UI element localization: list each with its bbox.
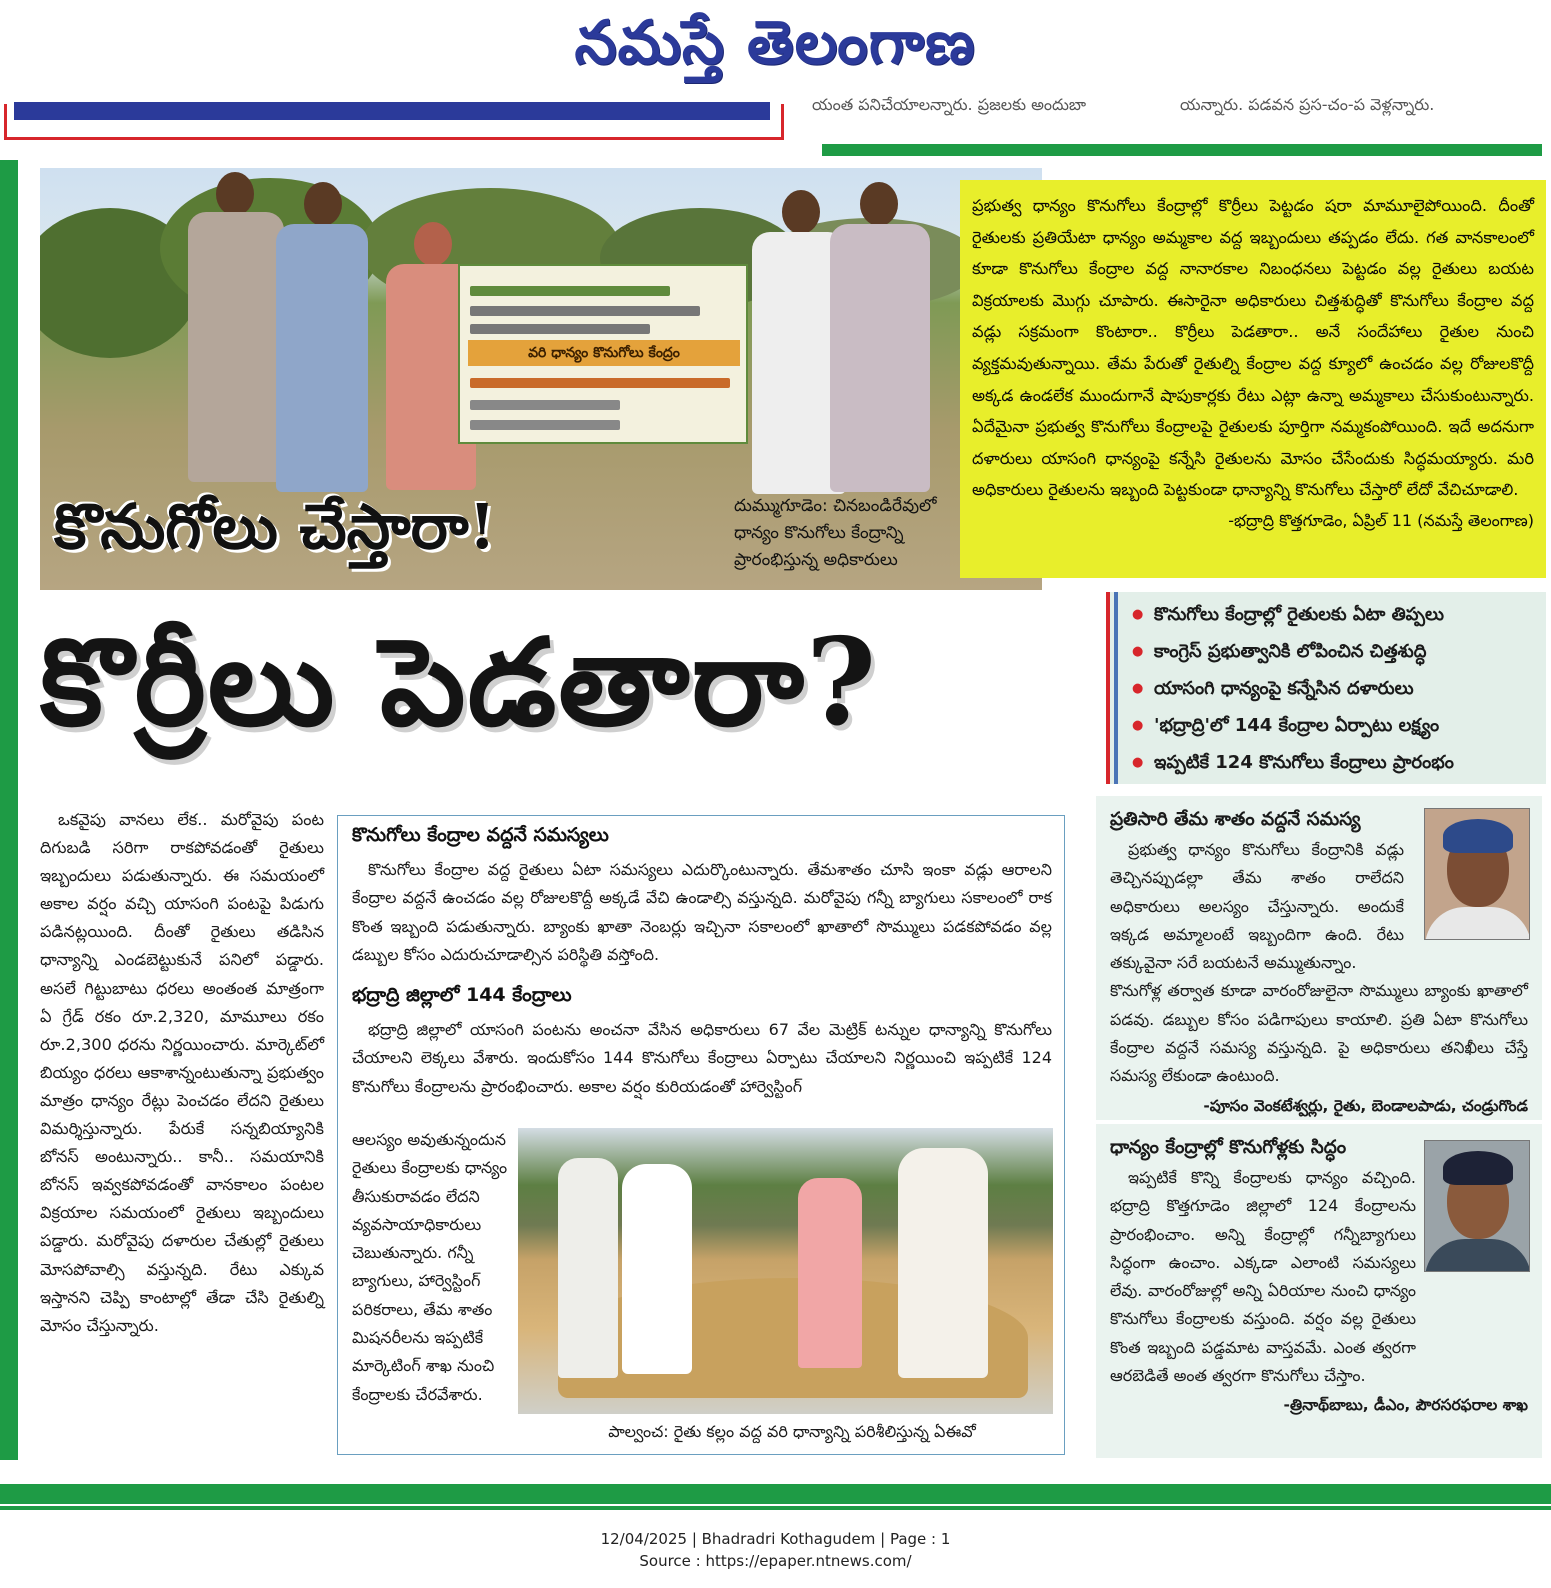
dateline: -భద్రాద్రి కొత్తగూడెం, ఏప్రిల్ 11 (నమస్తే తెలంగాణ)	[1228, 510, 1534, 530]
green-rule-left	[0, 160, 18, 1460]
newspaper-logo: నమస్తే తెలంగాణ	[574, 8, 976, 78]
highlight-item: ● యాసంగి ధాన్యంపై కన్నేసిన దళారులు	[1132, 670, 1536, 707]
official-quote-text: ఇప్పటికే కొన్ని కేంద్రాలకు ధాన్యం వచ్చింది. భద్రాద్రి కొత్తగూడెం జిల్లాలో 124 కేంద్రాలను ప్రారంభించాం. అన్ని కేంద్రాల్లో గన్నీబ్యాగులు సిద్ధంగా ఉంచాం. ఎక్కడా ఎలాంటి సమస్యలు లేవు. వారంరోజుల్లో అన్ని ఏరియాల నుంచి ధాన్యం కొనుగోలు కేంద్రాలకు వస్తుంది. వర్షం వల్ల రైతులు కొంత ఇబ్బంది పడ్డమాట వాస్తవమే. ఎంత త్వరగా ఆరబెడితే అంత త్వరగా కొనుగోలు చేస్తాం.	[1110, 1168, 1416, 1386]
footer-source: Source : https://epaper.ntnews.com/	[639, 1552, 912, 1570]
center-paragraph-2: భద్రాద్రి జిల్లాలో యాసంగి పంటను అంచనా వేసిన అధికారులు 67 వేల మెట్రిక్ టన్నుల ధాన్యాన్ని కొనుగోలు చేయాలని లెక్కలు వేశారు. ఇందుకోసం 144 కొనుగోలు కేంద్రాలు ఏర్పాటు చేయాలని నిర్ణయించి ఇప్పటికే 124 కొనుగోలు కేంద్రాలను ప్రారంభించారు. అకాల వర్షం కురియడంతో హార్వెస్టింగ్	[352, 1020, 1052, 1096]
official-portrait	[1424, 1140, 1530, 1272]
green-rule-left-gap	[18, 160, 24, 1460]
cut-off-text-left: యంత పనిచేయాలన్నారు. ప్రజలకు అందుబా	[812, 95, 1087, 114]
page-footer	[0, 1528, 1551, 1572]
masthead	[0, 0, 1551, 100]
official-quote-attribution: -త్రినాథ్‌బాబు, డీఎం, పౌరసరఫరాల శాఖ	[1283, 1396, 1528, 1415]
highlights-blue-rule	[1114, 592, 1118, 784]
paddy-inspection-photo	[518, 1128, 1053, 1414]
cut-off-text-right: యన్నారు. పడవన ప్రస-చం-ప వెళ్లన్నారు.	[1180, 95, 1435, 114]
subhead-centres: భద్రాద్రి జిల్లాలో 144 కేంద్రాలు	[352, 984, 572, 1006]
highlight-item: ● కొనుగోలు కేంద్రాల్లో రైతులకు ఏటా తిప్పలు	[1132, 596, 1536, 633]
farmer-quote-title: ప్రతిసారి తేమ శాతం వద్దనే సమస్య	[1110, 809, 1361, 830]
green-rule-bottom	[0, 1484, 1551, 1504]
quote-separator	[1096, 1120, 1542, 1122]
center-article-box	[337, 815, 1065, 1455]
top-news-photo	[40, 168, 1042, 590]
intro-paragraph: ప్రభుత్వ ధాన్యం కొనుగోలు కేంద్రాల్లో కొర్రీలు పెట్టడం షరా మామూలైపోయింది. దీంతో రైతులకు ప్రతియేటా ధాన్యం అమ్మకాల వద్ద ఇబ్బందులు తప్పడం లేదు. గత వానకాలంలో కూడా కొనుగోలు కేంద్రాల వద్ద నానారకాల నిబంధనలు పెట్టడం వల్ల రైతులు బయట విక్రయాలకు మొగ్గు చూపారు. ఈసారైనా అధికారులు చిత్తశుద్ధితో కొనుగోలు కేంద్రాల వద్ద వడ్లు సక్రమంగా కొంటారా.. కొర్రీలు పెడతారా.. అనే సందేహాలు రైతుల నుంచి వ్యక్తమవుతున్నాయి. తేమ పేరుతో రైతుల్ని కేంద్రాల వద్ద క్యూలో ఉంచడం వల్ల రోజులకొద్దీ అక్కడ ఉండలేక ముందుగానే షాపుకార్లకు రేటు ఎట్లా ఉన్నా అమ్మకాలు చేసుకుంటున్నారు. ఏదేమైనా ప్రభుత్వ కొనుగోలు కేంద్రాలపై రైతులకు పూర్తిగా నమ్మకంపోయింది. ఇదే అదనుగా దళారులు యాసంగి ధాన్యంపై కన్నేసి రైతులను మోసం చేసేందుకు సిద్ధమయ్యారు. మరి అధికారులు రైతులను ఇబ్బంది పెట్టకుండా ధాన్యాన్ని కొనుగోలు చేస్తారో లేదో వేచిచూడాలి.	[972, 196, 1534, 500]
highlight-item: ● 'భద్రాద్రి'లో 144 కేంద్రాల ఏర్పాటు లక్ష్యం	[1132, 707, 1536, 744]
masthead-blue-bar	[14, 102, 770, 120]
top-photo-caption: దుమ్ముగూడెం: చినబండిరేవులో ధాన్యం కొనుగోలు కేంద్రాన్ని ప్రారంభిస్తున్న అధికారులు	[734, 496, 937, 570]
subhead-problems: కొనుగోలు కేంద్రాల వద్దనే సమస్యలు	[352, 824, 609, 846]
footer-date-page: 12/04/2025 | Bhadradri Kothagudem | Page : 1	[600, 1530, 951, 1548]
center-photo-caption: పాల్వంచ: రైతు కల్లం వద్ద వరి ధాన్యాన్ని పరిశీలిస్తున్న ఏఈవో	[608, 1422, 976, 1441]
left-column-text: ఒకవైపు వానలు లేక.. మరోవైపు పంట దిగుబడి సరిగా రాకపోవడంతో రైతులు ఇబ్బందులు పడుతున్నారు. ఈ సమయంలో అకాల వర్షం వచ్చి యాసంగి పంటపై పిడుగు పడినట్లయింది. దీంతో రైతులు తడిసిన ధాన్యాన్ని ఎండబెట్టుకునే పనిలో పడ్డారు. అసలే గిట్టుబాటు ధరలు అంతంత మాత్రంగా ఏ గ్రేడ్ రకం రూ.2,320, మామూలు రకం రూ.2,300 ధరను నిర్ణయించారు. మార్కెట్‌లో బియ్యం ధరలు ఆకాశాన్నంటుతున్నా ప్రభుత్వం మాత్రం ధాన్యం రేట్లు పెంచడం లేదని రైతులు విమర్శిస్తున్నారు. పేరుకే సన్నబియ్యానికి బోనస్ అంటున్నారు.. కానీ.. సమయానికి బోనస్ ఇవ్వకపోవడంతో వానకాలం పంటల విక్రయాల సమయంలో రైతులు ఇబ్బందులు పడ్డారు. మరోవైపు దళారుల చేతుల్లో రైతులు మోసపోవాల్సి వస్తున్నది. రేటు ఎక్కువ ఇస్తానని చెప్పి కాంటాల్లో తేడా చేసి రైతుల్ని మోసం చేస్తున్నారు.	[40, 810, 324, 1335]
center-paragraph-1: కొనుగోలు కేంద్రాల వద్ద రైతులు ఏటా సమస్యలు ఎదుర్కొంటున్నారు. తేమశాతం చూసి ఇంకా వడ్లు ఆరాలని కేంద్రాల వద్దనే ఉంచడం వల్ల రోజులకొద్దీ అక్కడే వేచి ఉండాల్సి వస్తున్నది. మరోవైపు గన్నీ బ్యాగులు సకాలంలో రాక కొంత ఇబ్బంది పడుతున్నారు. బ్యాంకు ఖాతా నెంబర్లు ఇచ్చినా సకాలంలో ఖాతాలో సొమ్ములు పడకపోవడం వల్ల డబ్బుల కోసం ఎదురుచూడాల్సిన పరిస్థితి వస్తోంది.	[352, 860, 1052, 964]
official-quote-title: ధాన్యం కేంద్రాల్లో కొనుగోళ్లకు సిద్ధం	[1110, 1137, 1347, 1158]
highlight-item: ● కాంగ్రెస్ ప్రభుత్వానికి లోపించిన చిత్తశుద్ధి	[1132, 633, 1536, 670]
farmer-quote-text-1: ప్రభుత్వ ధాన్యం కొనుగోలు కేంద్రానికి వడ్లు తెచ్చినప్పుడల్లా తేమ శాతం రాలేదని అధికారులు అలస్యం చేస్తున్నారు. అందుకే ఇక్కడ అమ్మాలంటే ఇబ్బందిగా ఉంది. రేటు తక్కువైనా సరే బయటనే అమ్ముతున్నాం.	[1110, 840, 1404, 973]
farmer-portrait	[1424, 808, 1530, 940]
main-headline: కొర్రీలు పెడతారా?	[40, 612, 879, 753]
photo-overlay-headline: కొనుగోలు చేస్తారా!	[54, 490, 496, 563]
left-column-article	[40, 806, 324, 1340]
farmer-quote-attribution: -పూసం వెంకటేశ్వర్లు, రైతు, బెండాలపాడు, చండ్రుగొండ	[1203, 1096, 1528, 1115]
intro-highlight-box	[960, 180, 1546, 578]
highlights-box	[1106, 592, 1546, 784]
green-rule-bottom-thin	[0, 1506, 1551, 1510]
center-wrap-text: ఆలస్యం అవుతున్నందున రైతులు కేంద్రాలకు ధాన్యం తీసుకురావడం లేదని వ్యవసాయాధికారులు చెబుతున్నారు. గన్నీ బ్యాగులు, హార్వెస్టింగ్ పరికరాలు, తేమ శాతం మిషనరీలను ఇప్పటికే మార్కెటింగ్ శాఖ నుంచి కేంద్రాలకు చేరవేశారు.	[352, 1130, 508, 1404]
banner-title: వరి ధాన్యం కొనుగోలు కేంద్రం	[468, 340, 740, 366]
highlight-item: ● ఇప్పటికే 124 కొనుగోలు కేంద్రాలు ప్రారంభం	[1132, 744, 1536, 781]
farmer-quote-text-2: కొనుగోళ్ల తర్వాత కూడా వారంరోజులైనా సొమ్ములు బ్యాంకు ఖాతాలో పడవు. డబ్బుల కోసం పడిగాపులు కాయాలి. ప్రతి ఏటా కొనుగోలు కేంద్రాల వద్దనే సమస్య వస్తున్నది. పై అధికారులు తనిఖీలు చేస్తే సమస్య లేకుండా ఉంటుంది.	[1110, 981, 1528, 1086]
procurement-banner	[458, 264, 748, 444]
green-rule-top	[822, 144, 1542, 156]
